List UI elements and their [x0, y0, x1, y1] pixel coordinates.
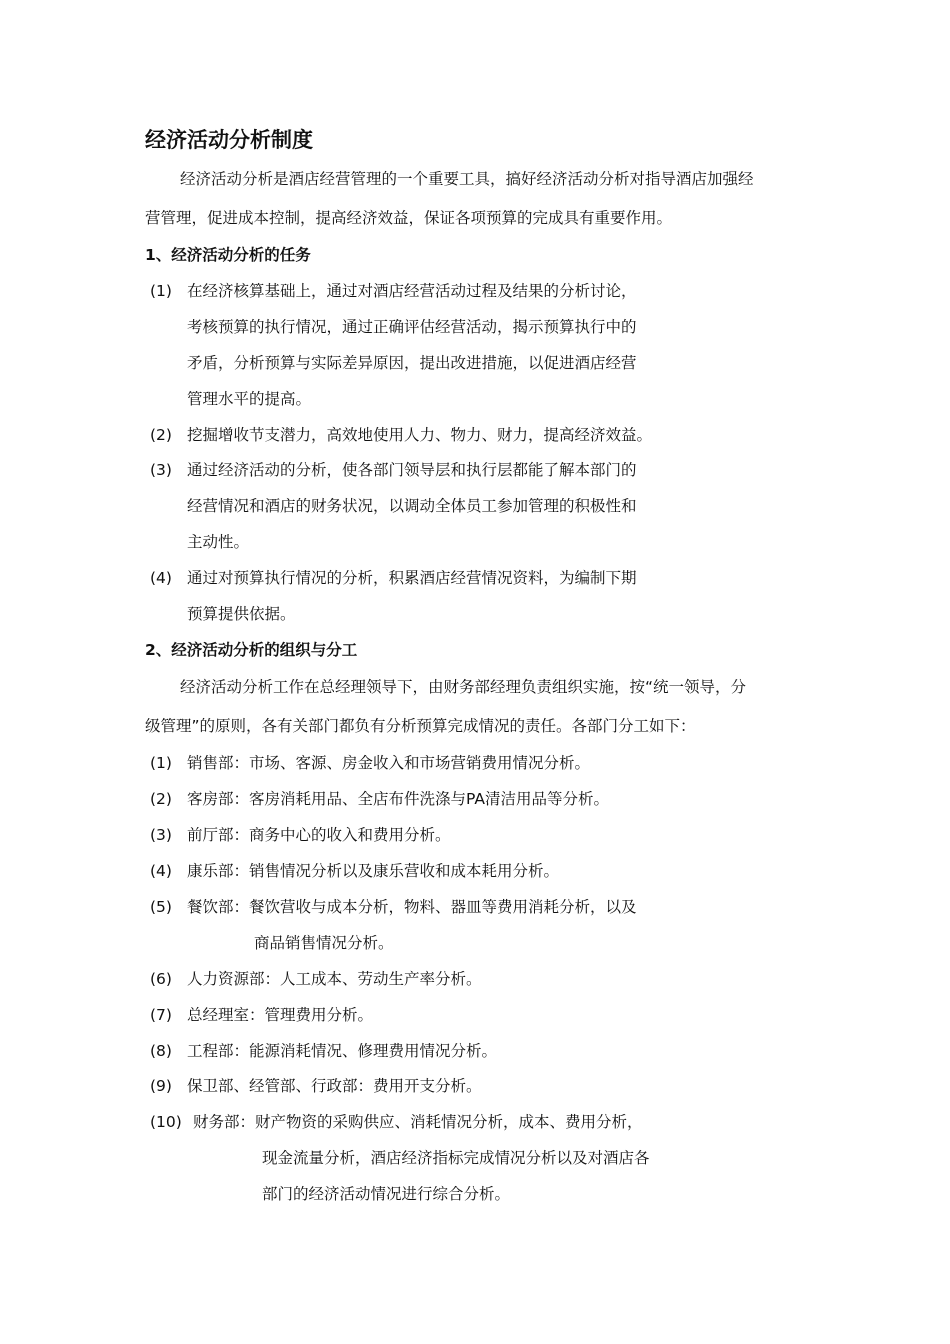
list-item-text: 销售部：市场、客源、房金收入和市场营销费用情况分析。 — [187, 754, 591, 772]
list-item-text: 客房部：客房消耗用品、全店布件洗涤与PA清洁用品等分析。 — [187, 790, 609, 808]
list-item-number: (10) — [150, 1113, 182, 1131]
list-item-number: (9) — [150, 1077, 172, 1095]
list-item-text: 前厅部：商务中心的收入和费用分析。 — [187, 826, 451, 844]
list-item-text: 通过对预算执行情况的分析，积累酒店经营情况资料，为编制下期 — [187, 569, 637, 587]
list-item-text: 经营情况和酒店的财务状况，以调动全体员工参加管理的积极性和 — [187, 497, 637, 515]
section-2-heading: 2、经济活动分析的组织与分工 — [145, 641, 358, 659]
list-item-text: 保卫部、经管部、行政部：费用开支分析。 — [187, 1077, 482, 1095]
list-item-text: 康乐部：销售情况分析以及康乐营收和成本耗用分析。 — [187, 862, 560, 880]
list-item-number: (1) — [150, 754, 172, 772]
list-item-text: 通过经济活动的分析，使各部门领导层和执行层都能了解本部门的 — [187, 461, 637, 479]
list-item-text: 餐饮部：餐饮营收与成本分析，物料、器皿等费用消耗分析，以及 — [187, 898, 637, 916]
list-item-number: (2) — [150, 426, 172, 444]
intro-line-1: 经济活动分析是酒店经营管理的一个重要工具，搞好经济活动分析对指导酒店加强经 — [180, 170, 754, 188]
list-item-text: 财务部：财产物资的采购供应、消耗情况分析，成本、费用分析， — [193, 1113, 643, 1131]
list-item-number: (7) — [150, 1006, 172, 1024]
section-1-heading: 1、经济活动分析的任务 — [145, 246, 311, 264]
list-item-number: (4) — [150, 569, 172, 587]
list-item-text: 工程部：能源消耗情况、修理费用情况分析。 — [187, 1042, 498, 1060]
list-item-number: (8) — [150, 1042, 172, 1060]
intro-line-2: 营管理，促进成本控制，提高经济效益，保证各项预算的完成具有重要作用。 — [145, 209, 673, 227]
list-item-text: 预算提供依据。 — [187, 605, 296, 623]
list-item-text: 总经理室：管理费用分析。 — [187, 1006, 374, 1024]
list-item-number: (6) — [150, 970, 172, 988]
list-item-text: 管理水平的提高。 — [187, 390, 312, 408]
list-item-number: (3) — [150, 461, 172, 479]
list-item-text: 部门的经济活动情况进行综合分析。 — [262, 1185, 511, 1203]
list-item-text: 人力资源部：人工成本、劳动生产率分析。 — [187, 970, 482, 988]
list-item-number: (4) — [150, 862, 172, 880]
list-item-text: 考核预算的执行情况，通过正确评估经营活动，揭示预算执行中的 — [187, 318, 637, 336]
list-item-number: (3) — [150, 826, 172, 844]
list-item-text: 挖掘增收节支潜力，高效地使用人力、物力、财力，提高经济效益。 — [187, 426, 653, 444]
list-item-text: 商品销售情况分析。 — [254, 934, 394, 952]
section-2-intro-line-2: 级管理”的原则，各有关部门都负有分析预算完成情况的责任。各部门分工如下： — [145, 717, 696, 735]
list-item-number: (1) — [150, 282, 172, 300]
list-item-text: 主动性。 — [187, 533, 250, 551]
list-item-number: (5) — [150, 898, 172, 916]
document-title: 经济活动分析制度 — [145, 128, 313, 152]
list-item-text: 现金流量分析，酒店经济指标完成情况分析以及对酒店各 — [262, 1149, 650, 1167]
list-item-text: 在经济核算基础上，通过对酒店经营活动过程及结果的分析讨论， — [187, 282, 637, 300]
list-item-number: (2) — [150, 790, 172, 808]
list-item-text: 矛盾，分析预算与实际差异原因，提出改进措施，以促进酒店经营 — [187, 354, 637, 372]
section-2-intro-line-1: 经济活动分析工作在总经理领导下，由财务部经理负责组织实施，按“统一领导，分 — [180, 678, 747, 696]
